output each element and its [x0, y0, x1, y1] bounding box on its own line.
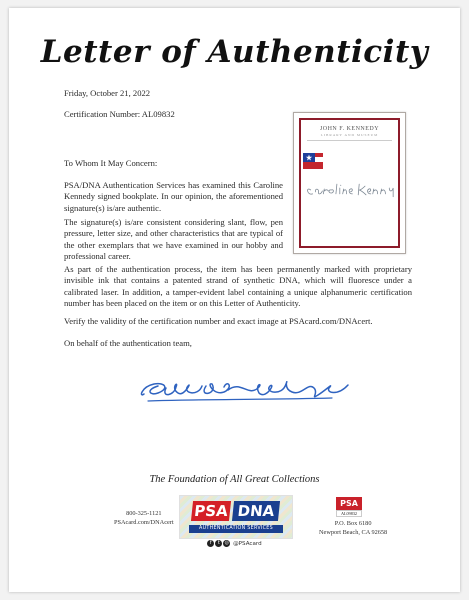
paragraph-examination: PSA/DNA Authentication Services has examined this Caroline Kennedy signed bookplate. In our opinion, the aforementioned signature(s) is/are authentic.: [64, 180, 283, 213]
logo-authentication-services: AUTHENTICATION SERVICES: [189, 525, 283, 533]
facebook-icon[interactable]: f: [207, 540, 214, 547]
letter-date: Friday, October 21, 2022: [64, 88, 151, 98]
bookplate-subtitle: LIBRARY AND MUSEUM: [320, 133, 379, 137]
logo-psa: PSA: [191, 501, 231, 521]
city-address: Newport Beach, CA 92658: [319, 528, 388, 536]
bookplate-image: [293, 112, 406, 254]
salutation: To Whom It May Concern:: [64, 158, 158, 168]
sticker-cert-number: AL09832: [336, 510, 362, 517]
bookplate-name: JOHN F. KENNEDY: [319, 126, 380, 132]
website-link[interactable]: PSAcard.com/DNAcert: [114, 518, 174, 526]
foundation-tagline: The Foundation of All Great Collections: [149, 474, 320, 485]
psa-dna-logo: [179, 495, 293, 539]
logo-row: [192, 501, 280, 521]
paragraph-dna-marking: As part of the authentication process, the item has been permanently marked with proprietary invisible ink that contains a patented strand of synthetic DNA, which will fluoresce under a calibrated laser. In addition, a tamper-evident label containing a unique alphanumeric certification number has been placed on the item or on this Letter of Authenticity.: [64, 264, 412, 309]
paragraph-verify: Verify the validity of the certification number and exact image at PSAcard.com/DNAcert.: [64, 316, 373, 326]
document-title: Letter of Authenticity: [40, 34, 429, 70]
contact-right: [319, 520, 387, 537]
authenticator-signature: [136, 366, 356, 411]
sticker-brand: PSA: [336, 497, 362, 510]
certification-number: Certification Number: AL09832: [64, 109, 175, 119]
po-box: P.O. Box 6180: [334, 520, 372, 527]
phone-number: 800-325-1121: [126, 510, 162, 517]
paragraph-consistency: The signature(s) is/are consistent considering slant, flow, pen pressure, letter size, and other characteristics that are typical of the other exemplars that we have examined in our hobby and professional career.: [64, 217, 283, 262]
instagram-icon[interactable]: ◎: [224, 540, 229, 546]
bookplate-divider: [307, 140, 392, 141]
flag-icon: [303, 153, 323, 169]
logo-dna: DNA: [232, 501, 280, 521]
bookplate-border: [299, 118, 400, 248]
caroline-kennedy-signature: [301, 177, 398, 201]
social-links: [9, 540, 460, 547]
twitter-icon[interactable]: t: [215, 540, 222, 547]
closing: On behalf of the authentication team,: [64, 338, 192, 348]
social-handle[interactable]: @PSAcard: [233, 541, 262, 547]
contact-left: [114, 510, 174, 527]
psa-hologram-sticker: [336, 497, 362, 517]
letter-page: [9, 8, 460, 592]
